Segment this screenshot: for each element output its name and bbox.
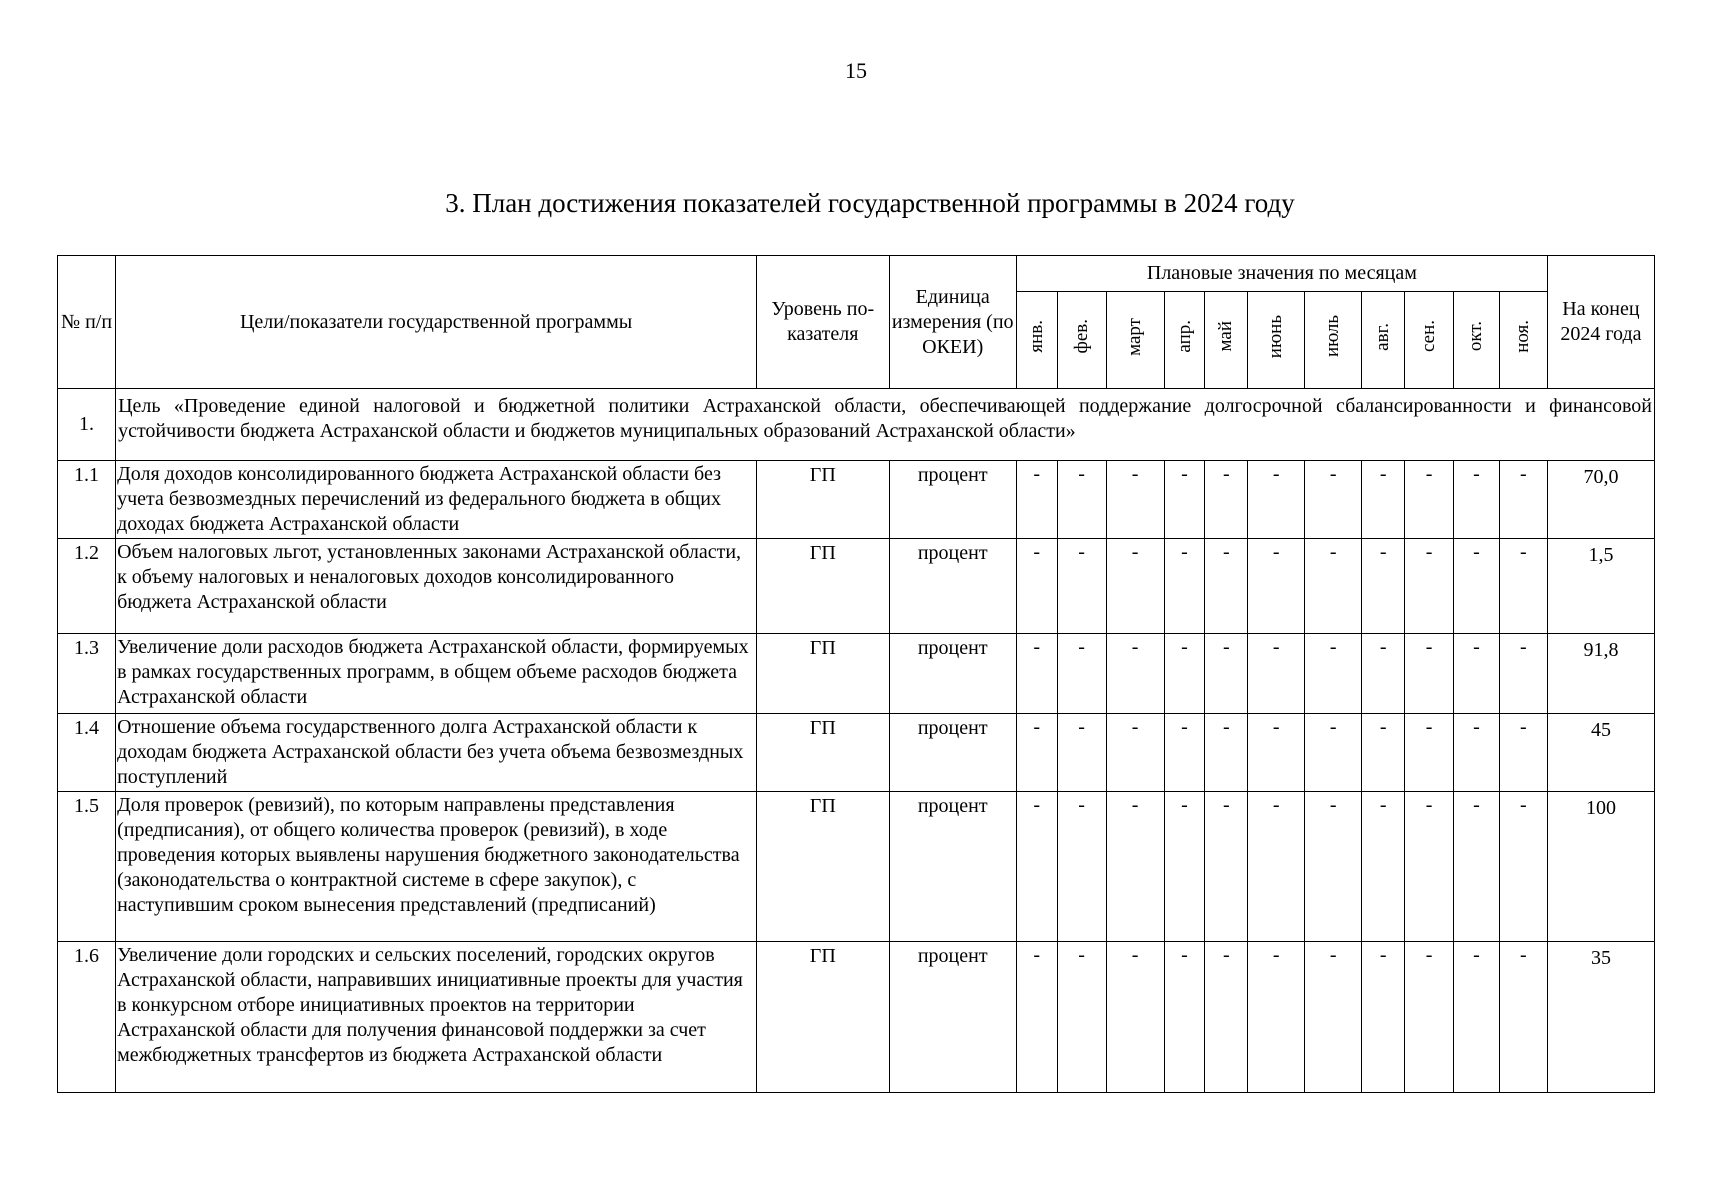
month-value: -: [1305, 539, 1362, 634]
month-value: -: [1016, 942, 1057, 1093]
table-row: [58, 942, 1655, 1093]
table-row: [58, 714, 1655, 792]
month-value: -: [1362, 792, 1405, 942]
month-value: -: [1362, 634, 1405, 714]
header-unit: Единица измерения (по ОКЕИ): [889, 256, 1016, 389]
month-value: -: [1164, 792, 1205, 942]
header-month-label: июль: [1322, 315, 1344, 358]
month-value: -: [1362, 539, 1405, 634]
indicator-level: ГП: [757, 714, 889, 792]
header-level: Уровень по-казателя: [757, 256, 889, 389]
table-header: [58, 256, 1655, 389]
header-month-label: янв.: [1025, 320, 1047, 353]
month-value: -: [1016, 792, 1057, 942]
indicator-text: Увеличение доли городских и сельских поселений, городских округов Астраханской области, направивших инициативные проекты для участия в конкурсном отборе инициативных проектов на территории Астраханской области для получения финансовой поддержки за счет межбюджетных трансфертов из бюджета Астраханской области: [116, 942, 757, 1093]
month-value: -: [1057, 714, 1106, 792]
month-value: -: [1499, 942, 1547, 1093]
month-value: -: [1205, 634, 1248, 714]
indicator-level: ГП: [757, 634, 889, 714]
header-month-label: май: [1215, 321, 1237, 352]
header-month-label: июнь: [1265, 314, 1287, 359]
indicator-unit: процент: [889, 461, 1016, 539]
goal-text: Цель «Проведение единой налоговой и бюджетной политики Астраханской области, обеспечивающей поддержание долгосрочной сбалансированности и финансовой устойчивости бюджета Астраханской области и бюджетов муниципальных образований Астраханской области»: [116, 389, 1655, 461]
indicator-unit: процент: [889, 634, 1016, 714]
month-value: -: [1305, 942, 1362, 1093]
header-month: [1405, 292, 1454, 389]
header-month: [1057, 292, 1106, 389]
indicator-unit: процент: [889, 942, 1016, 1093]
month-value: -: [1106, 539, 1164, 634]
header-month-label: окт.: [1465, 321, 1487, 352]
indicator-text: Доля проверок (ревизий), по которым направлены представления (предписания), от общего количества проверок (ревизий), в ходе проведения которых выявлены нарушения бюджетного законодательства (законодательства о контрактной системе в сфере закупок), с наступившим сроком вынесения представлений (предписаний): [116, 792, 757, 942]
row-num: 1.5: [58, 792, 116, 942]
header-month: [1305, 292, 1362, 389]
month-value: -: [1205, 539, 1248, 634]
header-month: [1016, 292, 1057, 389]
row-num: 1.2: [58, 539, 116, 634]
month-value: -: [1248, 792, 1305, 942]
header-month: [1499, 292, 1547, 389]
month-value: -: [1305, 634, 1362, 714]
month-value: -: [1057, 942, 1106, 1093]
month-value: -: [1248, 714, 1305, 792]
header-month: [1164, 292, 1205, 389]
month-value: -: [1106, 461, 1164, 539]
indicators-table: [57, 255, 1655, 1093]
header-month-label: авг.: [1372, 322, 1394, 351]
table-row: [58, 539, 1655, 634]
month-value: -: [1205, 942, 1248, 1093]
indicator-text: Объем налоговых льгот, установленных законами Астраханской области, к объему налоговых и неналоговых доходов консолидированного бюджета Астраханской области: [116, 539, 757, 634]
month-value: -: [1248, 539, 1305, 634]
indicator-text: Увеличение доли расходов бюджета Астраханской области, формируемых в рамках государственных программ, в общем объеме расходов бюджета Астраханской области: [116, 634, 757, 714]
month-value: -: [1057, 634, 1106, 714]
table-row: [58, 461, 1655, 539]
month-value: -: [1499, 634, 1547, 714]
year-end-value: 35: [1547, 942, 1654, 1093]
month-value: -: [1454, 539, 1500, 634]
table-body: [58, 389, 1655, 1093]
table-row: [58, 792, 1655, 942]
year-end-value: 1,5: [1547, 539, 1654, 634]
month-value: -: [1305, 461, 1362, 539]
year-end-value: 91,8: [1547, 634, 1654, 714]
month-value: -: [1248, 461, 1305, 539]
month-value: -: [1164, 461, 1205, 539]
month-value: -: [1499, 792, 1547, 942]
header-month-label: фев.: [1070, 319, 1092, 354]
header-month-label: апр.: [1173, 320, 1195, 353]
year-end-value: 70,0: [1547, 461, 1654, 539]
indicator-level: ГП: [757, 942, 889, 1093]
month-value: -: [1405, 792, 1454, 942]
month-value: -: [1164, 539, 1205, 634]
month-value: -: [1499, 714, 1547, 792]
month-value: -: [1205, 461, 1248, 539]
month-value: -: [1305, 714, 1362, 792]
month-value: -: [1362, 461, 1405, 539]
month-value: -: [1454, 942, 1500, 1093]
row-num: 1.4: [58, 714, 116, 792]
month-value: -: [1248, 942, 1305, 1093]
month-value: -: [1362, 714, 1405, 792]
year-end-value: 100: [1547, 792, 1654, 942]
goal-num: 1.: [58, 389, 116, 461]
month-value: -: [1454, 461, 1500, 539]
header-num: № п/п: [58, 256, 116, 389]
header-month-label: ноя.: [1512, 320, 1534, 353]
month-value: -: [1499, 539, 1547, 634]
month-value: -: [1405, 461, 1454, 539]
month-value: -: [1405, 714, 1454, 792]
header-month-label: сен.: [1418, 320, 1440, 353]
month-value: -: [1454, 714, 1500, 792]
indicator-unit: процент: [889, 539, 1016, 634]
month-value: -: [1454, 792, 1500, 942]
row-num: 1.3: [58, 634, 116, 714]
indicator-text: Доля доходов консолидированного бюджета Астраханской области без учета безвозмездных перечислений из федерального бюджета в общих доходах бюджета Астраханской области: [116, 461, 757, 539]
month-value: -: [1499, 461, 1547, 539]
month-value: -: [1016, 539, 1057, 634]
month-value: -: [1405, 942, 1454, 1093]
month-value: -: [1016, 461, 1057, 539]
month-value: -: [1057, 539, 1106, 634]
month-value: -: [1454, 634, 1500, 714]
indicator-level: ГП: [757, 539, 889, 634]
row-num: 1.6: [58, 942, 116, 1093]
month-value: -: [1164, 714, 1205, 792]
month-value: -: [1205, 792, 1248, 942]
month-value: -: [1248, 634, 1305, 714]
header-goals: Цели/показатели государственной программы: [116, 256, 757, 389]
month-value: -: [1405, 539, 1454, 634]
month-value: -: [1057, 461, 1106, 539]
header-month-label: март: [1124, 317, 1146, 356]
page-number: 15: [845, 58, 867, 83]
month-value: -: [1164, 942, 1205, 1093]
header-month: [1454, 292, 1500, 389]
month-value: -: [1205, 714, 1248, 792]
indicator-text: Отношение объема государственного долга Астраханской области к доходам бюджета Астраханской области без учета объема безвозмездных поступлений: [116, 714, 757, 792]
year-end-value: 45: [1547, 714, 1654, 792]
goal-row: [58, 389, 1655, 461]
header-month: [1248, 292, 1305, 389]
month-value: -: [1362, 942, 1405, 1093]
month-value: -: [1106, 714, 1164, 792]
indicator-level: ГП: [757, 461, 889, 539]
month-value: -: [1057, 792, 1106, 942]
indicator-unit: процент: [889, 714, 1016, 792]
month-value: -: [1016, 714, 1057, 792]
month-value: -: [1106, 634, 1164, 714]
header-month: [1106, 292, 1164, 389]
table-row: [58, 634, 1655, 714]
month-value: -: [1405, 634, 1454, 714]
month-value: -: [1164, 634, 1205, 714]
row-num: 1.1: [58, 461, 116, 539]
month-value: -: [1106, 942, 1164, 1093]
header-month: [1205, 292, 1248, 389]
header-month: [1362, 292, 1405, 389]
month-value: -: [1106, 792, 1164, 942]
indicator-level: ГП: [757, 792, 889, 942]
month-value: -: [1305, 792, 1362, 942]
header-year-end: На конец 2024 года: [1547, 256, 1654, 389]
header-monthly-group: Плановые значения по месяцам: [1016, 256, 1547, 292]
month-value: -: [1016, 634, 1057, 714]
document-title: 3. План достижения показателей государственной программы в 2024 году: [445, 188, 1295, 218]
indicator-unit: процент: [889, 792, 1016, 942]
